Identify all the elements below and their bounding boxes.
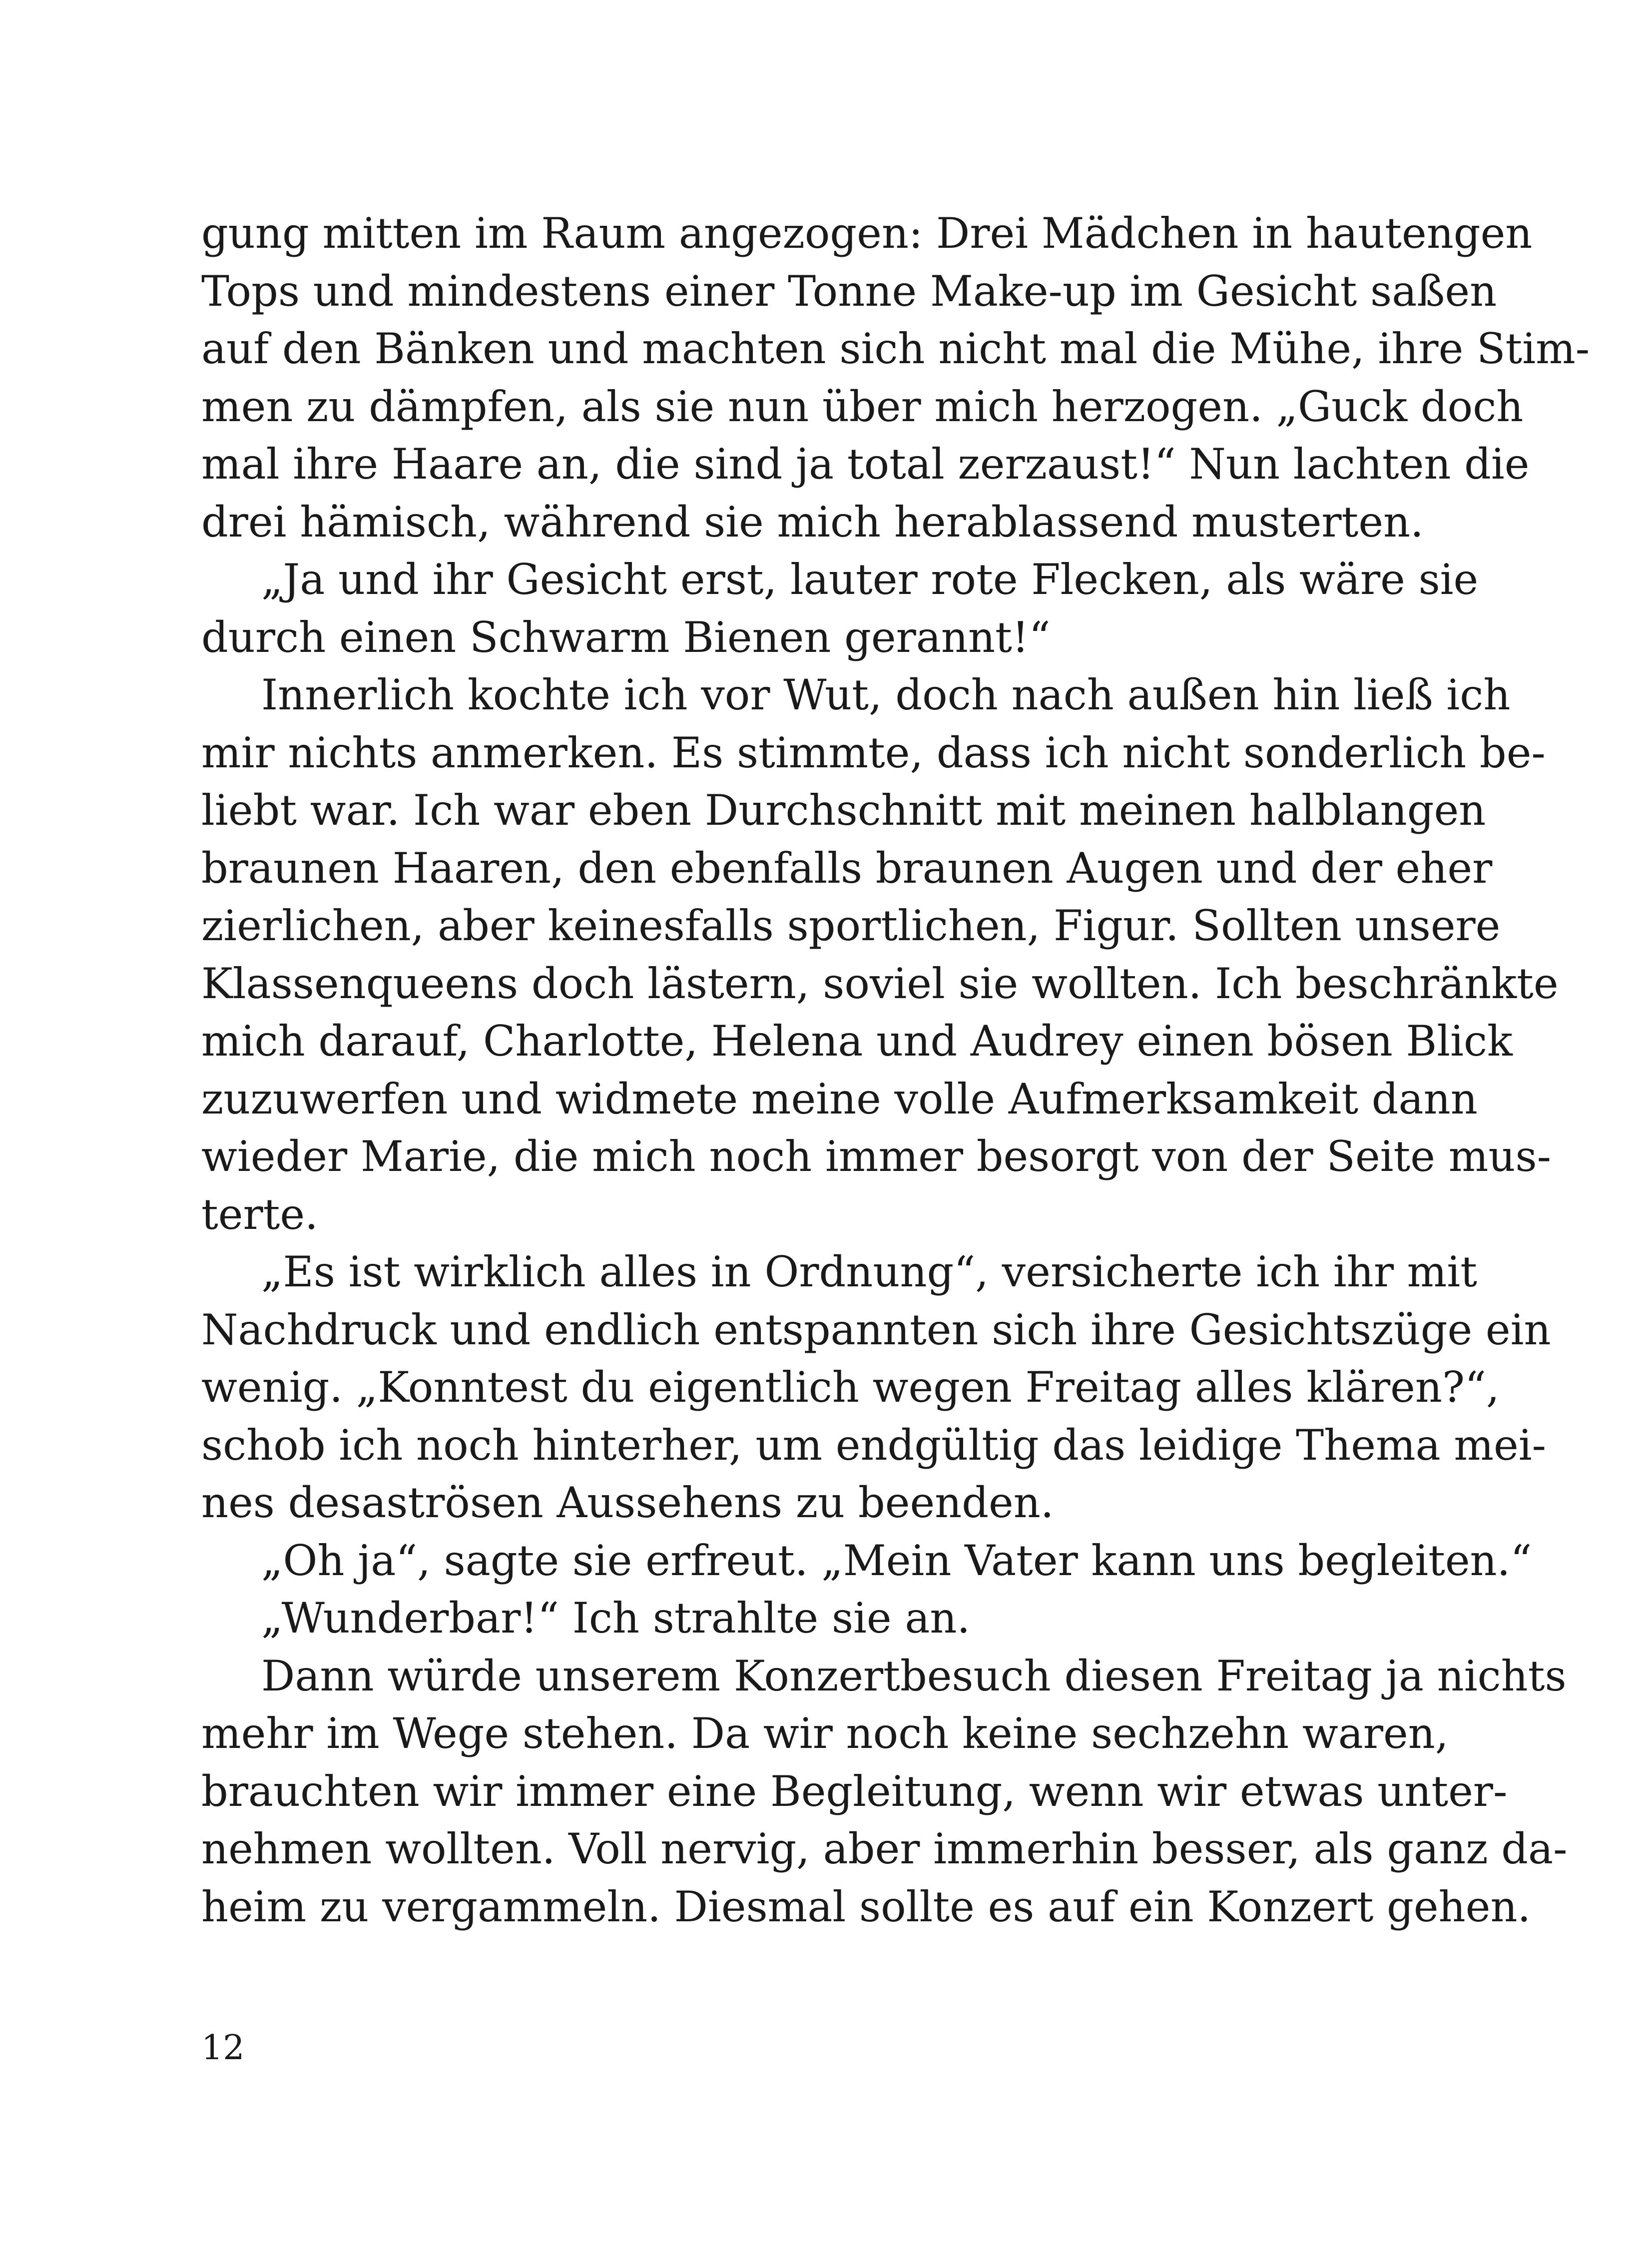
- text-line: Nachdruck und endlich entspannten sich ihre Gesichtszüge ein: [201, 1305, 1551, 1354]
- text-line: mehr im Wege stehen. Da wir noch keine sechzehn waren,: [201, 1709, 1449, 1758]
- text-line: drei hämisch, während sie mich herablassend musterten.: [201, 497, 1424, 547]
- text-line: men zu dämpfen, als sie nun über mich herzogen. „Guck doch: [201, 382, 1524, 431]
- text-line: wenig. „Konntest du eigentlich wegen Freitag alles klären?“,: [201, 1363, 1500, 1412]
- text-line: „Ja und ihr Gesicht erst, lauter rote Flecken, als wäre sie: [261, 555, 1479, 604]
- text-line: gung mitten im Raum angezogen: Drei Mädchen in hautengen: [201, 209, 1533, 258]
- text-line: terte.: [201, 1189, 318, 1239]
- text-line: „Wunderbar!“ Ich strahlte sie an.: [261, 1594, 971, 1643]
- text-line: zuzuwerfen und widmete meine volle Aufmerksamkeit dann: [201, 1074, 1478, 1123]
- text-line: mich darauf, Charlotte, Helena und Audrey einen bösen Blick: [201, 1017, 1513, 1066]
- text-line: schob ich noch hinterher, um endgültig das leidige Thema mei-: [201, 1420, 1547, 1470]
- text-line: durch einen Schwarm Bienen gerannt!“: [201, 612, 1051, 662]
- text-line: „Es ist wirklich alles in Ordnung“, versicherte ich ihr mit: [261, 1247, 1477, 1296]
- text-line: nes desaströsen Aussehens zu beenden.: [201, 1478, 1054, 1527]
- text-line: Klassenqueens doch lästern, soviel sie wollten. Ich beschränkte: [201, 959, 1559, 1008]
- text-line: Tops und mindestens einer Tonne Make-up im Gesicht saßen: [201, 266, 1497, 316]
- text-line: wieder Marie, die mich noch immer besorgt von der Seite mus-: [201, 1132, 1551, 1181]
- page-number: 12: [201, 2028, 245, 2068]
- text-line: auf den Bänken und machten sich nicht mal die Mühe, ihre Stim-: [201, 324, 1590, 373]
- text-line: heim zu vergammeln. Diesmal sollte es auf ein Konzert gehen.: [201, 1882, 1531, 1931]
- text-line: mir nichts anmerken. Es stimmte, dass ich nicht sonderlich be-: [201, 728, 1546, 777]
- text-line: Dann würde unserem Konzertbesuch diesen Freitag ja nichts: [261, 1651, 1567, 1700]
- text-line: Innerlich kochte ich vor Wut, doch nach außen hin ließ ich: [261, 670, 1511, 719]
- text-line: zierlichen, aber keinesfalls sportlichen, Figur. Sollten unsere: [201, 901, 1501, 950]
- text-line: mal ihre Haare an, die sind ja total zerzaust!“ Nun lachten die: [201, 440, 1530, 489]
- text-line: brauchten wir immer eine Begleitung, wenn wir etwas unter-: [201, 1766, 1508, 1816]
- text-line: liebt war. Ich war eben Durchschnitt mit meinen halblangen: [201, 786, 1486, 835]
- text-line: nehmen wollten. Voll nervig, aber immerhin besser, als ganz da-: [201, 1824, 1568, 1873]
- text-line: braunen Haaren, den ebenfalls braunen Augen und der eher: [201, 843, 1493, 893]
- body-text: [201, 205, 1590, 1936]
- text-line: „Oh ja“, sagte sie erfreut. „Mein Vater kann uns begleiten.“: [261, 1536, 1532, 1585]
